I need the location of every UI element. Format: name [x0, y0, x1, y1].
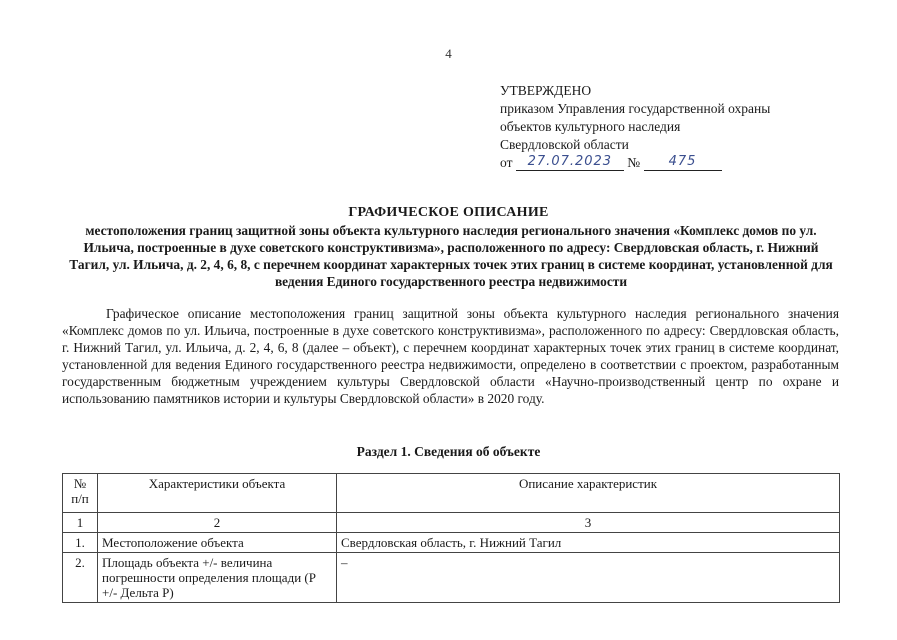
document-subtitle: местоположения границ защитной зоны объекта культурного наследия регионального значения «Комплекс домов по ул. Ильича, построенные в духе советского конструктивизма», расположенного по адресу: Свердловская область, г. Нижний Тагил, ул. Ильича, д. 2, 4, 6, 8, с перечнем координат характерных точек этих границ в системе координат, установленной для ведения Единого государственного реестра недвижимости: [69, 223, 833, 289]
approval-stamp: [500, 82, 770, 173]
table-column-numbers-row: [63, 513, 840, 533]
order-number: 475: [644, 154, 722, 171]
row-description: –: [337, 553, 840, 603]
page-number: 4: [445, 46, 452, 61]
order-date: 27.07.2023: [516, 154, 624, 171]
header-characteristic: Характеристики объекта: [98, 474, 337, 513]
table-header-row: [63, 474, 840, 513]
approval-date-line: [500, 154, 770, 173]
row-characteristic: Местоположение объекта: [98, 533, 337, 553]
column-number-3: 3: [337, 513, 840, 533]
table-row: [63, 533, 840, 553]
header-num: № п/п: [63, 474, 98, 513]
column-number-1: 1: [63, 513, 98, 533]
approval-line-1: приказом Управления государственной охраны: [500, 101, 771, 116]
header-description: Описание характеристик: [337, 474, 840, 513]
row-description: Свердловская область, г. Нижний Тагил: [337, 533, 840, 553]
object-info-table: [62, 473, 840, 603]
approval-heading: УТВЕРЖДЕНО: [500, 83, 592, 98]
document-title: ГРАФИЧЕСКОЕ ОПИСАНИЕ: [348, 205, 549, 220]
number-prefix: №: [627, 155, 641, 170]
column-number-2: 2: [98, 513, 337, 533]
approval-line-2: объектов культурного наследия: [500, 119, 681, 134]
row-characteristic: Площадь объекта +/- величина погрешности определения площади (Р +/- Дельта Р): [98, 553, 337, 603]
table-row: [63, 553, 840, 603]
approval-line-3: Свердловской области: [500, 137, 629, 152]
date-prefix: от: [500, 155, 513, 170]
row-num: 2.: [63, 553, 98, 603]
section-title: Раздел 1. Сведения об объекте: [356, 444, 541, 459]
intro-paragraph: Графическое описание местоположения границ защитной зоны объекта культурного наследия регионального значения «Комплекс домов по ул. Ильича, построенные в духе советского конструктивизма», расположенного по адресу: Свердловская область, г. Нижний Тагил, ул. Ильича, д. 2, 4, 6, 8 (далее – объект), с перечнем координат характерных точек этих границ в системе координат, установленной для ведения Единого государственного реестра недвижимости, определено в соответствии с проектом, разработанным государственным бюджетным учреждением культуры Свердловской области «Научно-производственный центр по охране и использованию памятников истории и культуры Свердловской области» в 2020 году.: [62, 306, 839, 406]
row-num: 1.: [63, 533, 98, 553]
